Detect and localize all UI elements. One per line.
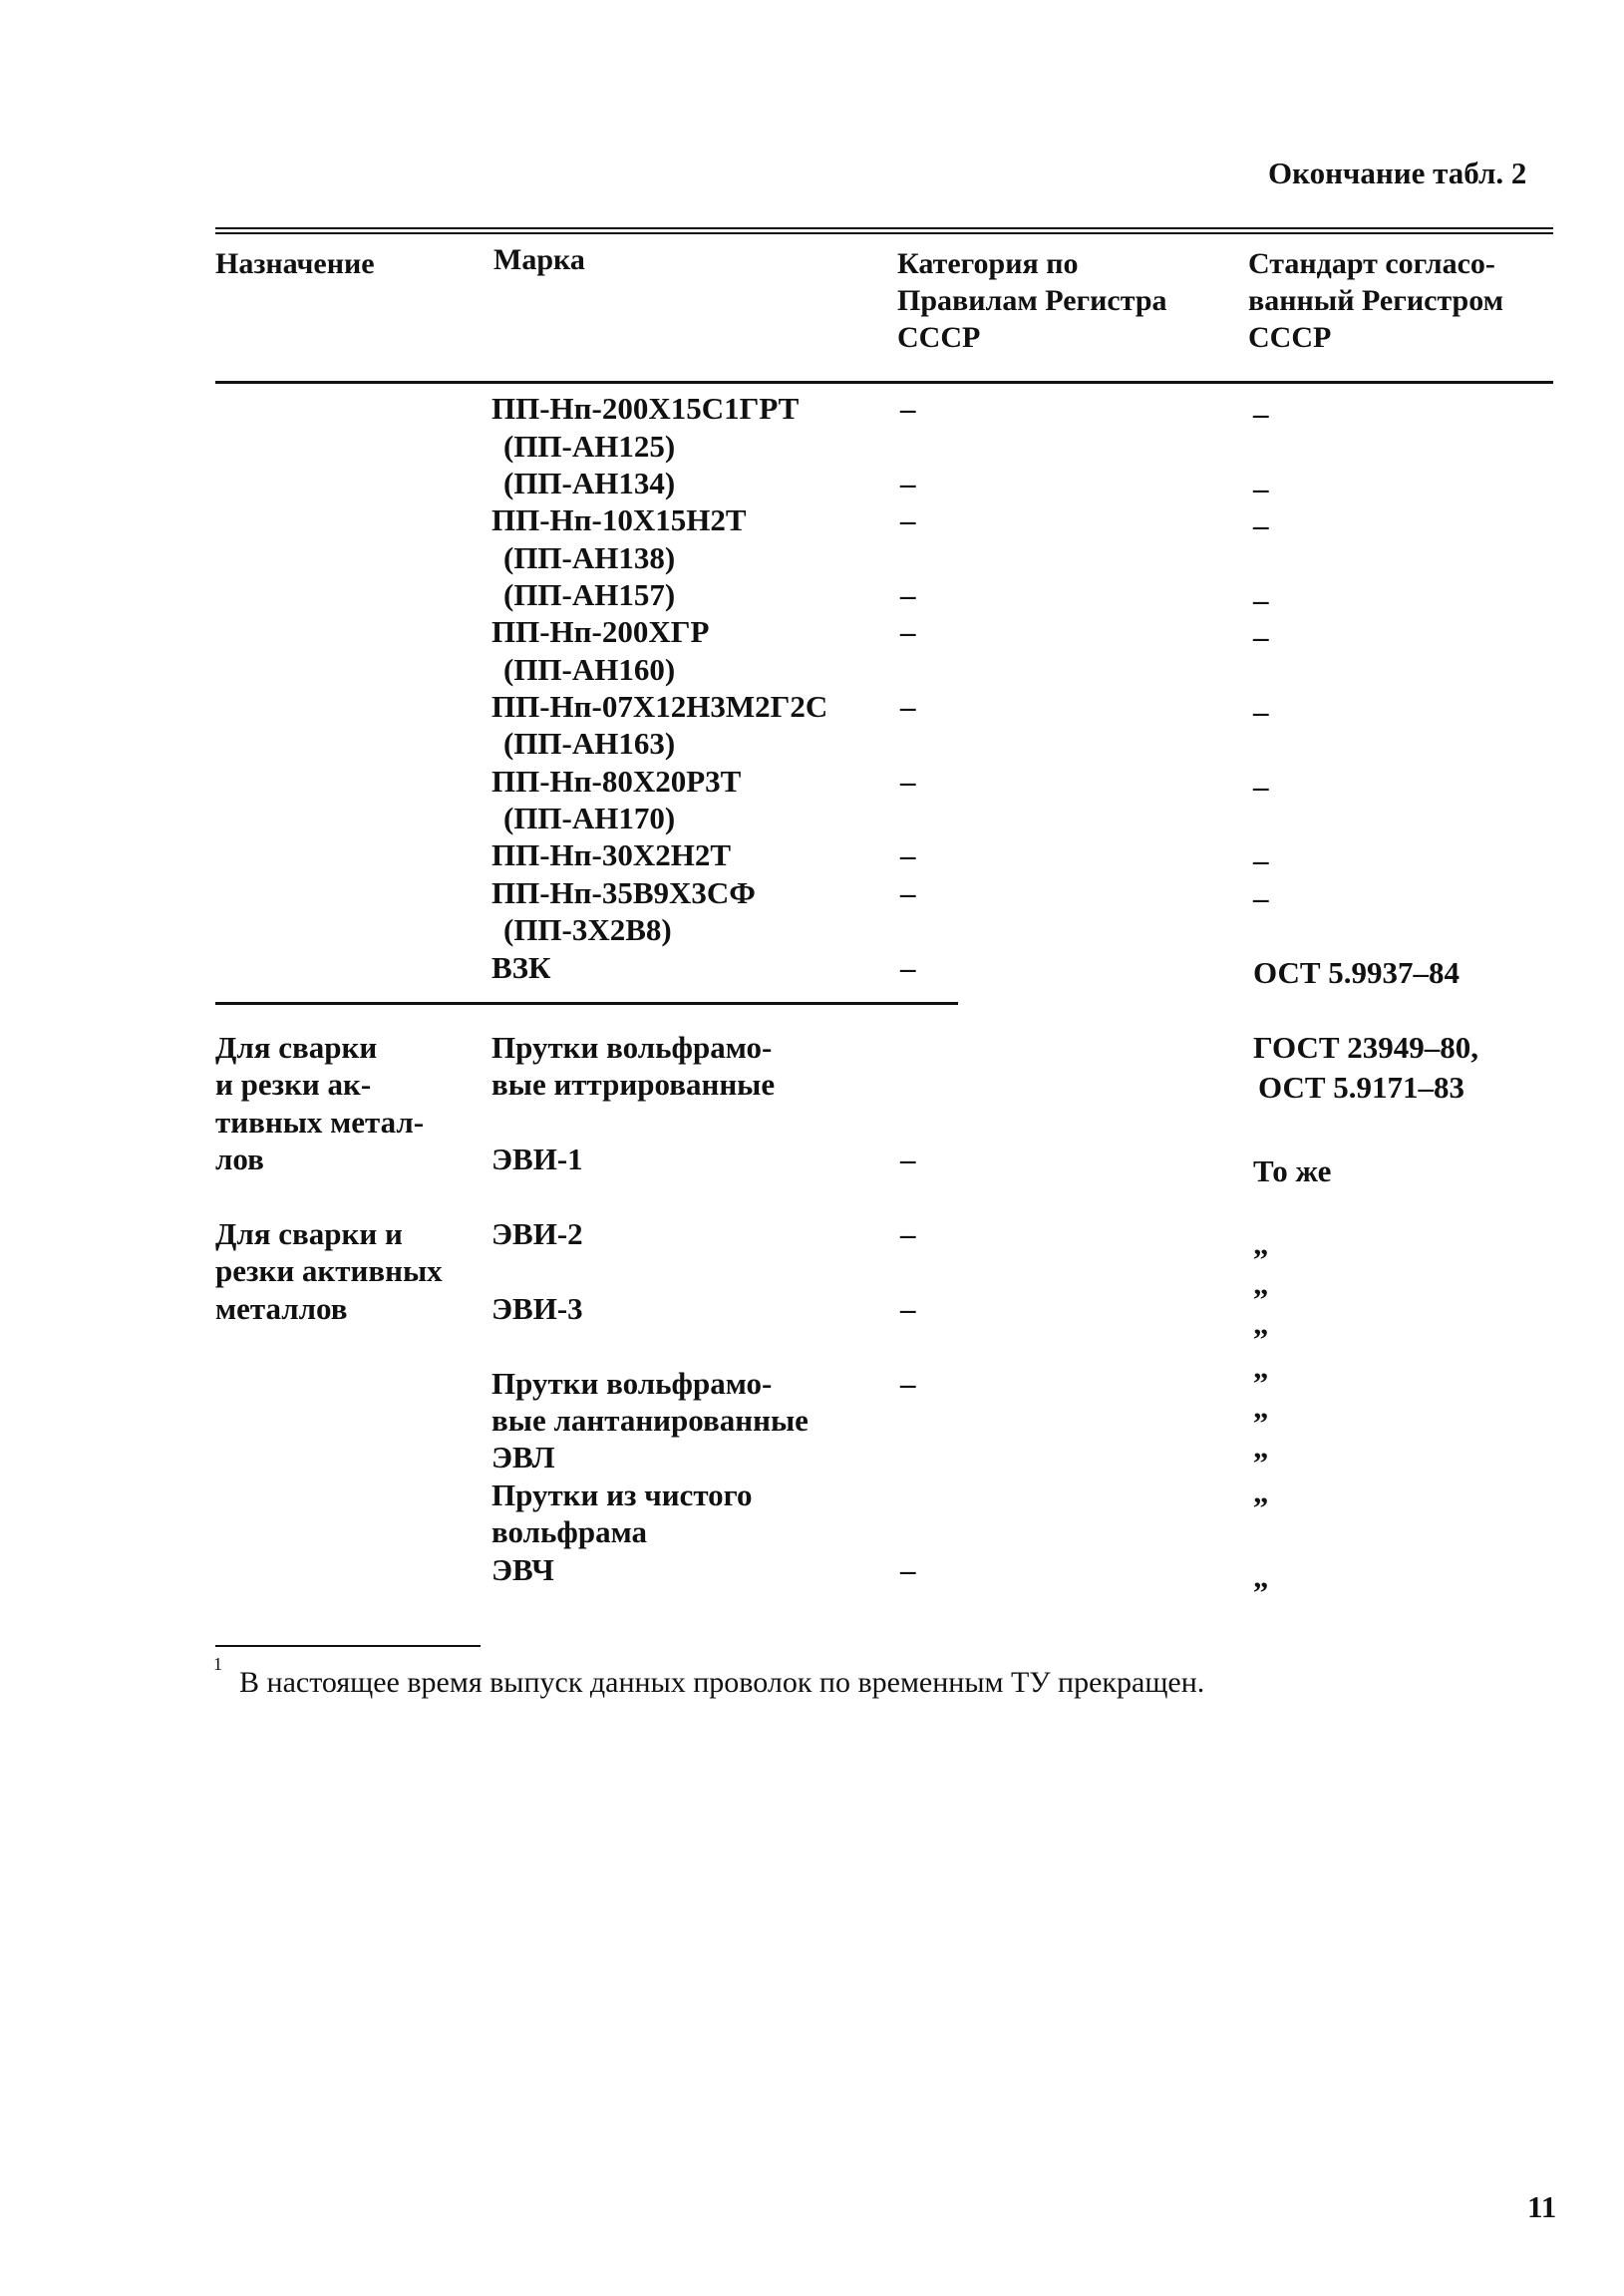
brand-cell: ЭВЧ [491, 1552, 554, 1587]
standard-cell: – [1253, 694, 1269, 729]
standard-cell: ГОСТ 23949–80, [1253, 1030, 1479, 1065]
category-cell: – [900, 1291, 916, 1326]
category-cell: – [900, 875, 916, 910]
standard-cell: То же [1253, 1153, 1332, 1188]
category-cell: – [900, 502, 916, 537]
brand-cell: ПП-Нп-35В9Х3СФ [491, 875, 756, 910]
brand-cell: (ПП-АН157) [503, 577, 676, 612]
footnote-marker: 1 [213, 1654, 222, 1674]
purpose-cell: тивных метал- [215, 1105, 425, 1140]
purpose-cell: Для сварки [215, 1030, 378, 1065]
brand-cell: (ПП-АН160) [503, 652, 676, 687]
ditto-mark: „ [1253, 1559, 1269, 1594]
category-cell: – [900, 1142, 916, 1176]
category-cell: – [900, 614, 916, 649]
standard-cell: – [1253, 769, 1269, 804]
standard-cell: ОСТ 5.9937–84 [1253, 955, 1461, 990]
ditto-mark: „ [1253, 1350, 1269, 1385]
purpose-cell: металлов [215, 1291, 348, 1326]
category-cell: – [900, 1552, 916, 1587]
category-cell: – [900, 577, 916, 612]
brand-cell: ПП-Нп-200Х15С1ГРТ [491, 391, 800, 426]
brand-cell: вые иттрированные [491, 1067, 776, 1102]
ditto-mark: „ [1253, 1475, 1269, 1509]
brand-cell: (ПП-АН125) [503, 429, 676, 464]
ditto-mark: „ [1253, 1226, 1269, 1261]
brand-cell: ПП-Нп-200ХГР [491, 614, 710, 649]
table-top-rule [215, 227, 1553, 229]
purpose-cell: резки активных [215, 1253, 443, 1288]
category-cell: – [900, 1216, 916, 1251]
purpose-cell: Для сварки и [215, 1216, 403, 1251]
standard-cell: – [1253, 471, 1269, 505]
standard-cell: – [1253, 396, 1269, 431]
standard-cell: – [1253, 880, 1269, 915]
brand-cell: ЭВИ-2 [491, 1216, 583, 1251]
brand-cell: Прутки вольфрамо- [491, 1366, 773, 1401]
header-bottom-rule [215, 381, 1553, 384]
footnote-text: В настоящее время выпуск данных проволок по временным ТУ прекращен. [239, 1666, 1205, 1699]
ditto-mark: „ [1253, 1306, 1269, 1341]
header-category-line2: Правилам Регистра [897, 284, 1167, 317]
brand-cell: ПП-Нп-07Х12Н3М2Г2С [491, 689, 828, 724]
ditto-mark: „ [1253, 1390, 1269, 1425]
header-standard-line2: ванный Регистром [1248, 284, 1504, 317]
brand-cell: ВЗК [491, 950, 551, 985]
brand-cell: (ПП-АН134) [503, 466, 676, 500]
brand-cell: Прутки из чистого [491, 1477, 753, 1512]
standard-cell: – [1253, 582, 1269, 617]
header-standard-line1: Стандарт согласо- [1248, 247, 1495, 280]
footnote-rule [215, 1645, 481, 1647]
brand-cell: ПП-Нп-80Х20Р3Т [491, 764, 742, 799]
table-top-rule-2 [215, 232, 1553, 234]
category-cell: – [900, 837, 916, 872]
brand-cell: (ПП-АН163) [503, 726, 676, 761]
brand-cell: ПП-Нп-10Х15Н2Т [491, 502, 747, 537]
brand-cell: ЭВИ-3 [491, 1291, 583, 1326]
brand-cell: (ПП-АН170) [503, 801, 676, 835]
category-cell: – [900, 1366, 916, 1401]
header-purpose: Назначение [215, 247, 375, 280]
standard-cell: ОСТ 5.9171–83 [1258, 1070, 1465, 1105]
brand-cell: ПП-Нп-30Х2Н2Т [491, 837, 732, 872]
category-cell: – [900, 764, 916, 799]
category-cell: – [900, 466, 916, 500]
standard-cell: – [1253, 507, 1269, 542]
category-cell: – [900, 689, 916, 724]
brand-cell: (ПП-АН138) [503, 540, 676, 575]
brand-cell: ЭВИ-1 [491, 1142, 583, 1176]
brand-cell: вые лантанированные [491, 1403, 809, 1438]
section-separator-rule [215, 1002, 958, 1005]
purpose-cell: и резки ак- [215, 1067, 372, 1102]
brand-cell: ЭВЛ [491, 1440, 555, 1475]
header-brand: Марка [493, 243, 585, 276]
page-number: 11 [1527, 2189, 1557, 2224]
brand-cell: вольфрама [491, 1514, 647, 1549]
table-caption: Окончание табл. 2 [1268, 156, 1527, 190]
category-cell: – [900, 950, 916, 985]
header-category-line3: СССР [897, 321, 981, 354]
category-cell: – [900, 391, 916, 426]
ditto-mark: „ [1253, 1266, 1269, 1301]
ditto-mark: „ [1253, 1430, 1269, 1465]
purpose-cell: лов [215, 1142, 264, 1176]
brand-cell: (ПП-3Х2В8) [503, 912, 672, 947]
standard-cell: – [1253, 842, 1269, 877]
brand-cell: Прутки вольфрамо- [491, 1030, 773, 1065]
standard-cell: – [1253, 619, 1269, 654]
header-category-line1: Категория по [897, 247, 1079, 280]
header-standard-line3: СССР [1248, 321, 1332, 354]
